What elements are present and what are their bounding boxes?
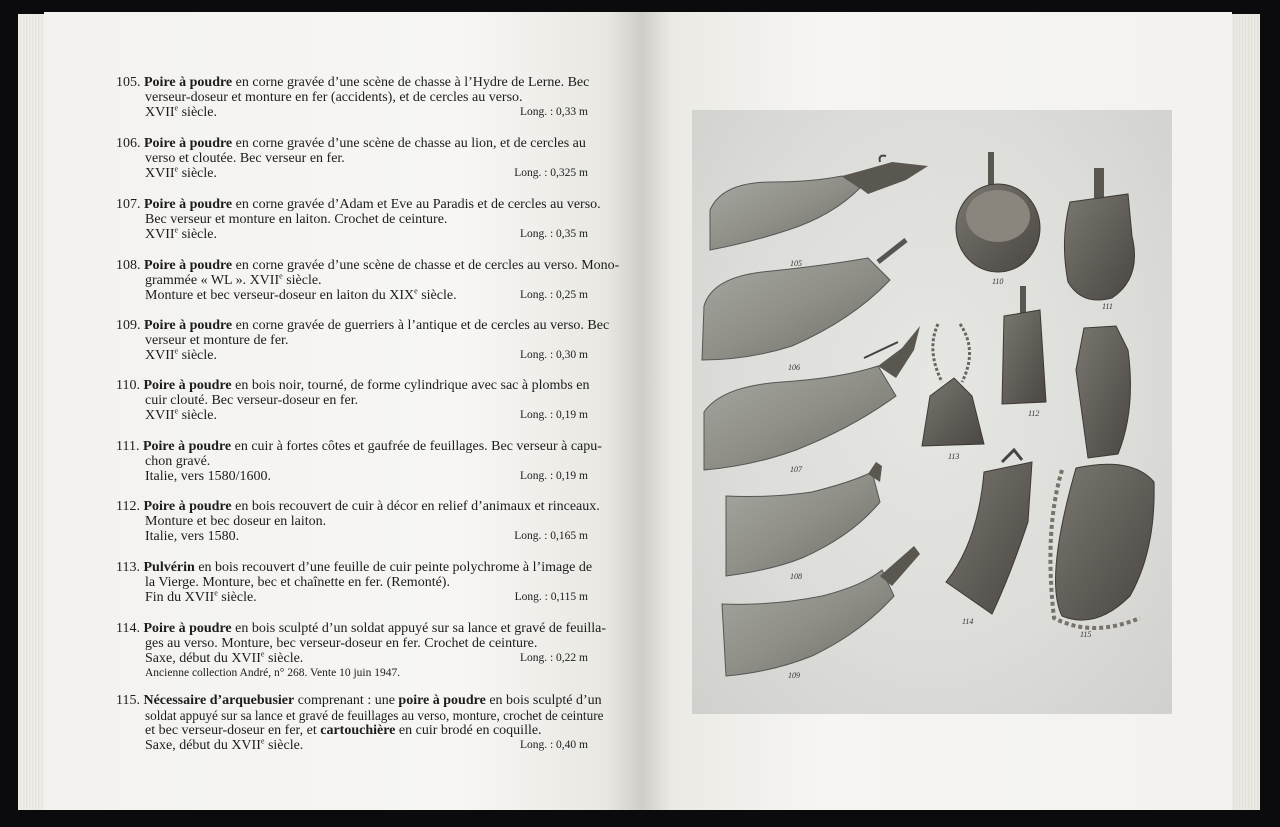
entry-110: 110. Poire à poudre en bois noir, tourné, de forme cylindrique avec sac à plombs en cuir clouté. Bec verseur-doseur en fer. XVIIe siècle. Long. : 0,19 m — [116, 378, 590, 423]
caption-113: 113 — [948, 452, 960, 461]
entry-length: Long. : 0,25 m — [519, 289, 588, 301]
provenance-note: Ancienne collection André, n° 268. Vente 10 juin 1947. — [145, 667, 401, 679]
entry-107: 107. Poire à poudre en corne gravée d’Adam et Eve au Paradis et de cercles au verso. Bec verseur et monture en laiton. Crochet de ceinture. XVIIe siècle. Long. : 0,35 m — [116, 197, 601, 242]
flask-113 — [922, 324, 984, 446]
entry-length: Long. : 0,33 m — [519, 106, 588, 118]
flask-115 — [1050, 326, 1154, 628]
entry-term: Poire à poudre — [144, 75, 233, 90]
caption-108: 108 — [790, 572, 802, 581]
entry-113: 113. Pulvérin en bois recouvert d’une feuille de cuir peinte polychrome à l’image de la Vierge. Monture, bec et chaînette en fer. (Remonté). Fin du XVIIe siècle. Long. : 0,115 m — [116, 560, 593, 605]
entry-114: 114. Poire à poudre en bois sculpté d’un soldat appuyé sur sa lance et gravé de feuilla- ges au verso. Monture, bec verseur-doseur en fer. Crochet de ceinture. Saxe, début du XVIIe siècle. Long. : 0,22 m Ancienne collection André, n° 268. Vente 10 juin 1947. — [116, 621, 607, 679]
entry-109: 109. Poire à poudre en corne gravée de guerriers à l’antique et de cercles au verso. Bec verseur et monture de fer. XVIIe siècle. Long. : 0,30 m — [116, 318, 610, 363]
entry-length: Long. : 0,22 m — [519, 652, 588, 664]
entry-length: Long. : 0,40 m — [519, 739, 588, 751]
caption-106: 106 — [788, 363, 800, 372]
entry-length: Long. : 0,19 m — [519, 409, 588, 421]
entry-112: 112. Poire à poudre en bois recouvert de cuir à décor en relief d’animaux et rinceaux. Monture et bec doseur en laiton. Italie, vers 1580. Long. : 0,165 m — [116, 499, 600, 544]
caption-109: 109 — [788, 671, 800, 680]
caption-111: 111 — [1102, 302, 1113, 311]
caption-110: 110 — [992, 277, 1004, 286]
flask-105 — [710, 156, 928, 250]
photo-objects — [692, 110, 1172, 714]
entry-length: Long. : 0,115 m — [514, 591, 588, 603]
entry-111: 111. Poire à poudre en cuir à fortes côtes et gaufrée de feuillages. Bec verseur à capu- chon gravé. Italie, vers 1580/1600. Long. : 0,19 m — [116, 439, 602, 484]
caption-107: 107 — [790, 465, 802, 474]
entry-108: 108. Poire à poudre en corne gravée d’une scène de chasse et de cercles au verso. Mono- grammée « WL ». XVIIe siècle. Monture et bec verseur-doseur en laiton du XIXe siècle. Long. : 0,25 m — [116, 258, 620, 303]
caption-114: 114 — [962, 617, 974, 626]
flask-112 — [1002, 286, 1046, 404]
flask-111 — [1064, 168, 1134, 300]
entry-number: 105. — [116, 75, 141, 90]
entry-length: Long. : 0,325 m — [514, 167, 588, 179]
entry-length: Long. : 0,35 m — [519, 228, 588, 240]
flask-110 — [956, 152, 1040, 272]
entry-105: 105. Poire à poudre en corne gravée d’une scène de chasse à l’Hydre de Lerne. Bec verseur-doseur et monture en fer (accidents), et de cercles au verso. XVIIe siècle. Long. : 0,33 m — [116, 75, 590, 120]
entry-115: 115. Nécessaire d’arquebusier comprenant : une poire à poudre en bois sculpté d’un soldat appuyé sur sa lance et gravé de feuillages au verso, monture, crochet de ceinture et bec verseur-doseur en fer, et cartouchière en cuir brodé en coquille. Saxe, début du XVIIe siècle. Long. : 0,40 m — [116, 693, 604, 753]
caption-115: 115 — [1080, 630, 1092, 639]
caption-105: 105 — [790, 259, 802, 268]
caption-112: 112 — [1028, 409, 1040, 418]
flask-114 — [946, 450, 1032, 614]
entry-106: 106. Poire à poudre en corne gravée d’une scène de chasse au lion, et de cercles au verso et cloutée. Bec verseur en fer. XVIIe siècle. Long. : 0,325 m — [116, 136, 588, 181]
entry-length: Long. : 0,165 m — [514, 530, 588, 542]
flask-108 — [726, 462, 882, 576]
flask-106 — [702, 240, 906, 360]
entry-length: Long. : 0,19 m — [519, 470, 588, 482]
entry-length: Long. : 0,30 m — [519, 349, 588, 361]
powder-flask-photograph — [692, 110, 1172, 714]
